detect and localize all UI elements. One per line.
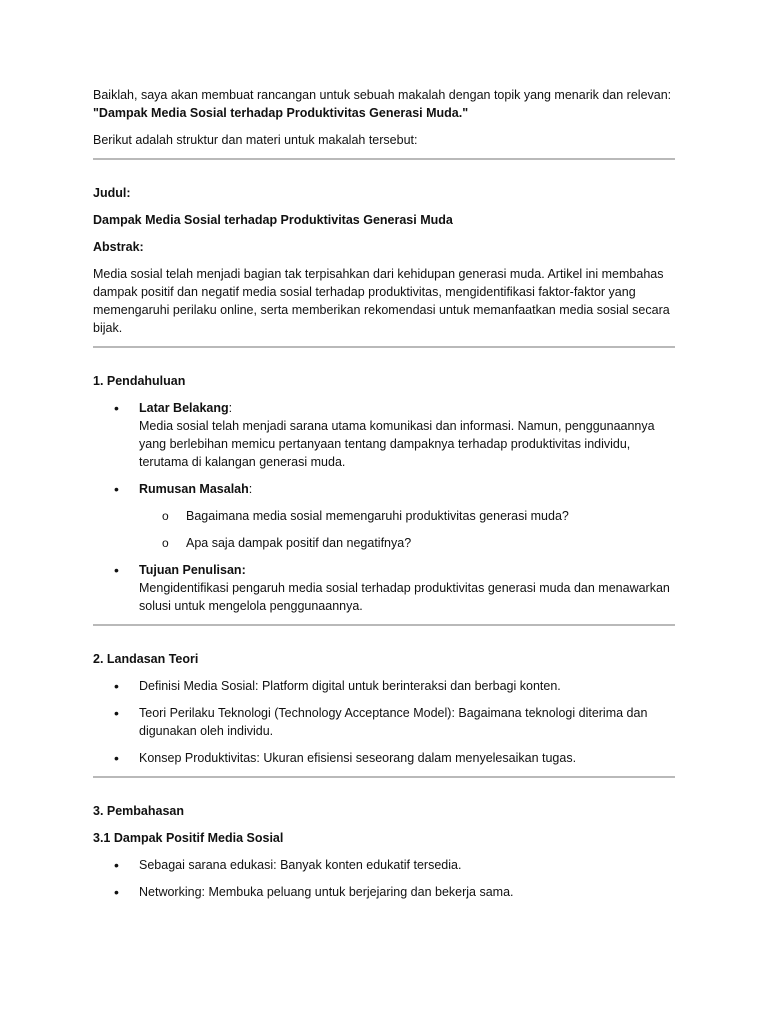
intro-text: Baiklah, saya akan membuat rancangan untuk sebuah makalah dengan topik yang menarik dan relevan: [93, 88, 672, 102]
list-item [139, 399, 675, 471]
rumusan-sublist [139, 507, 675, 552]
list-item: • Sebagai sarana edukasi: Banyak konten edukatif tersedia. [139, 856, 675, 874]
document-body [93, 86, 675, 910]
list-item [139, 480, 675, 552]
pembahasan-subheading: 3.1 Dampak Positif Media Sosial [93, 831, 284, 845]
sublist-item: o Bagaimana media sosial memengaruhi produktivitas generasi muda? [186, 507, 675, 525]
tujuan-colon: : [241, 563, 246, 577]
rumusan-label: Rumusan Masalah [139, 482, 249, 496]
list-item [139, 561, 675, 615]
pembahasan-heading: 3. Pembahasan [93, 804, 185, 818]
intro-paragraph [93, 86, 675, 122]
landasan-heading: 2. Landasan Teori [93, 652, 199, 666]
pendahuluan-list [93, 399, 675, 615]
pendahuluan-heading: 1. Pendahuluan [93, 374, 186, 388]
tujuan-text: Mengidentifikasi pengaruh media sosial terhadap produktivitas generasi muda dan menawarkan solusi untuk mengelola penggunaannya. [139, 581, 670, 613]
abstrak-text: Media sosial telah menjadi bagian tak terpisahkan dari kehidupan generasi muda. Artikel ini membahas dampak positif dan negatif media sosial terhadap produktivitas, mengidentifikasi faktor-faktor yang memengaruhi perilaku online, serta memberikan rekomendasi untuk memanfaatkan media sosial secara bijak. [93, 267, 670, 335]
divider [93, 776, 675, 778]
tujuan-label: Tujuan Penulisan [139, 563, 242, 577]
pembahasan-list [93, 856, 675, 901]
intro-structure-line: Berikut adalah struktur dan materi untuk makalah tersebut: [93, 133, 418, 147]
rumusan-colon: : [248, 482, 253, 496]
divider [93, 624, 675, 626]
sublist-item: o Apa saja dampak positif dan negatifnya? [186, 534, 675, 552]
list-item: • Konsep Produktivitas: Ukuran efisiensi seseorang dalam menyelesaikan tugas. [139, 749, 675, 767]
list-item: • Definisi Media Sosial: Platform digital untuk berinteraksi dan berbagi konten. [139, 677, 675, 695]
intro-topic: "Dampak Media Sosial terhadap Produktivitas Generasi Muda." [93, 106, 469, 120]
latar-text: Media sosial telah menjadi sarana utama komunikasi dan informasi. Namun, penggunaannya yang berlebihan memicu pertanyaan tentang dampaknya terhadap produktivitas individu, terutama di kalangan generasi muda. [139, 419, 655, 469]
latar-colon: : [228, 401, 233, 415]
latar-label: Latar Belakang [139, 401, 229, 415]
list-item: • Networking: Membuka peluang untuk berjejaring dan bekerja sama. [139, 883, 675, 901]
divider [93, 158, 675, 160]
landasan-list [93, 677, 675, 767]
divider [93, 346, 675, 348]
judul-title: Dampak Media Sosial terhadap Produktivitas Generasi Muda [93, 213, 453, 227]
list-item: • Teori Perilaku Teknologi (Technology Acceptance Model): Bagaimana teknologi diterima dan digunakan oleh individu. [139, 704, 675, 740]
judul-heading: Judul: [93, 186, 131, 200]
abstrak-heading: Abstrak: [93, 240, 144, 254]
